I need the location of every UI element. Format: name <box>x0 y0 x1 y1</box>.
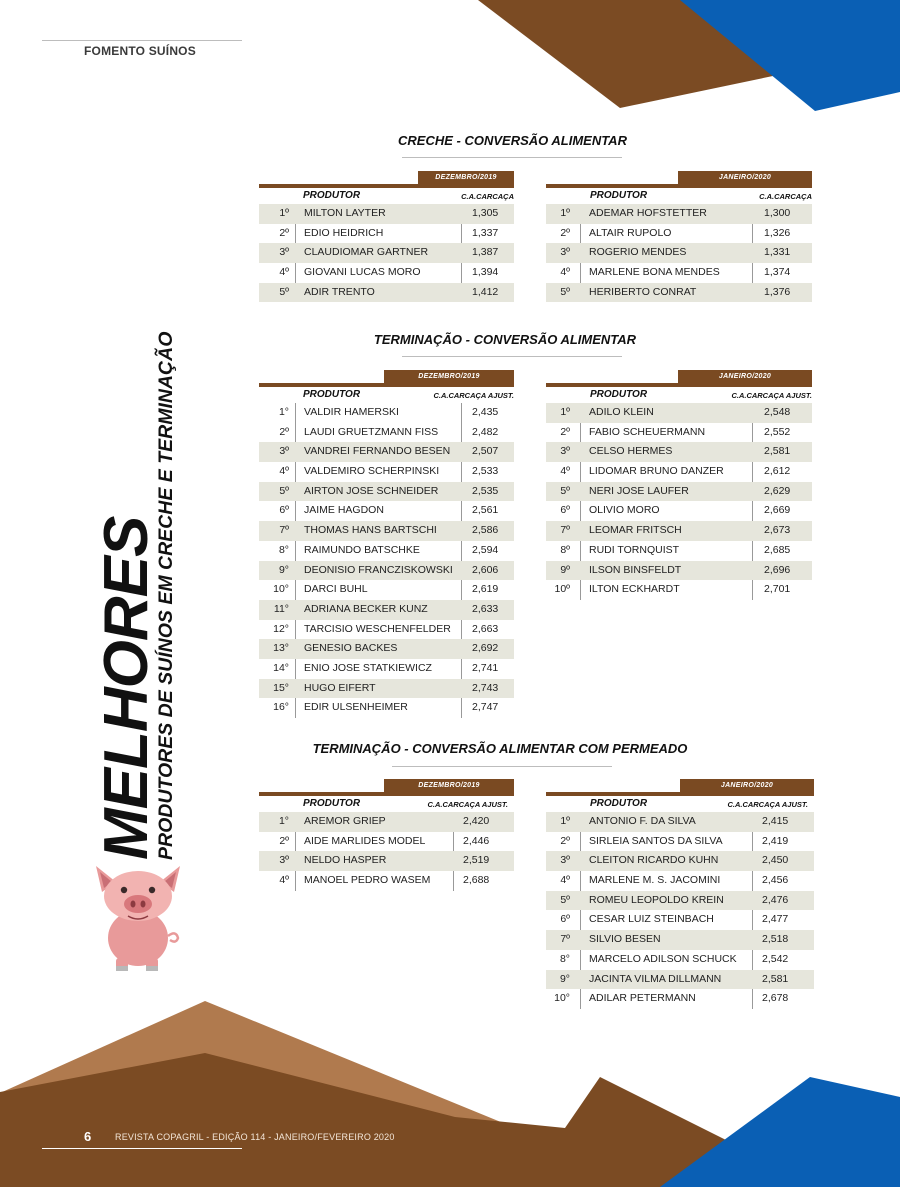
month-label: JANEIRO/2020 <box>678 171 812 184</box>
table-row: 4º VALDEMIRO SCHERPINSKI 2,533 <box>279 465 499 478</box>
terminacao-jan-table <box>546 370 812 600</box>
title-subtitle: PRODUTORES DE SUÍNOS EM CRECHE E TERMINAÇÃO <box>155 331 177 860</box>
month-label: DEZEMBRO/2019 <box>418 171 514 184</box>
table-row: 10° DARCI BUHL 2,619 <box>273 583 499 596</box>
permeado-jan-table <box>546 779 814 1009</box>
table-row: 3º ROGERIO MENDES 1,331 <box>546 243 812 263</box>
column-header-producer: PRODUTOR <box>590 389 648 400</box>
table-row: 7º THOMAS HANS BARTSCHI 2,586 <box>259 521 514 541</box>
creche-title-rule <box>402 157 622 158</box>
table-row: 1° VALDIR HAMERSKI 2,435 <box>278 406 499 418</box>
table-row: 10° ADILAR PETERMANN 2,678 <box>554 992 789 1005</box>
header-rule <box>42 40 242 41</box>
title-melhores: MELHORES <box>92 516 161 860</box>
footer-text: REVISTA COPAGRIL - EDIÇÃO 114 - JANEIRO/FEVEREIRO 2020 <box>115 1132 395 1142</box>
table-row: 16° EDIR ULSENHEIMER 2,747 <box>273 701 499 714</box>
table-row: 10º ILTON ECKHARDT 2,701 <box>554 583 791 596</box>
vertical-title <box>92 331 178 860</box>
table-row: 1º ADILO KLEIN 2,548 <box>546 403 812 423</box>
table-row: 1° AREMOR GRIEP 2,420 <box>259 812 514 832</box>
page-number: 6 <box>84 1129 92 1144</box>
table-row: 2º ALTAIR RUPOLO 1,326 <box>560 226 791 239</box>
table-row: 9° JACINTA VILMA DILLMANN 2,581 <box>546 970 814 990</box>
table-row: 2º FABIO SCHEUERMANN 2,552 <box>560 425 791 438</box>
table-row: 8° RAIMUNDO BATSCHKE 2,594 <box>278 543 499 556</box>
terminacao-title-rule <box>402 356 622 357</box>
table-row: 13° GENESIO BACKES 2,692 <box>259 639 514 659</box>
month-label: JANEIRO/2020 <box>678 370 812 383</box>
creche-dec-table <box>259 171 514 302</box>
column-header-value: C.A.CARCAÇA AJUST. <box>731 391 812 400</box>
table-row: 1º ANTONIO F. DA SILVA 2,415 <box>546 812 814 832</box>
table-row: 8° MARCELO ADILSON SCHUCK 2,542 <box>559 952 789 965</box>
terminacao-dec-table <box>259 370 514 718</box>
table-row: 11° ADRIANA BECKER KUNZ 2,633 <box>259 600 514 620</box>
column-header-producer: PRODUTOR <box>303 190 361 201</box>
table-row: 4º MARLENE M. S. JACOMINI 2,456 <box>560 874 789 887</box>
column-header-producer: PRODUTOR <box>590 190 648 201</box>
table-row: 3º CLAUDIOMAR GARTNER 1,387 <box>259 243 514 263</box>
table-row: 3º VANDREI FERNANDO BESEN 2,507 <box>259 442 514 462</box>
terminacao-title: TERMINAÇÃO - CONVERSÃO ALIMENTAR <box>373 332 637 347</box>
table-row: 3º NELDO HASPER 2,519 <box>259 851 514 871</box>
table-row: 5º AIRTON JOSE SCHNEIDER 2,535 <box>259 482 514 502</box>
permeado-title: TERMINAÇÃO - CONVERSÃO ALIMENTAR COM PERMEADO <box>312 741 688 756</box>
pig-illustration <box>90 862 190 974</box>
table-row: 6º OLIVIO MORO 2,669 <box>560 504 791 517</box>
table-row: 2º SIRLEIA SANTOS DA SILVA 2,419 <box>560 834 789 847</box>
column-header-value: C.A.CARCAÇA <box>461 192 514 201</box>
table-row: 7º LEOMAR FRITSCH 2,673 <box>546 521 812 541</box>
table-row: 2º LAUDI GRUETZMANN FISS 2,482 <box>279 425 499 438</box>
column-header-value: C.A.CARCAÇA AJUST. <box>727 800 808 809</box>
table-row: 9º ILSON BINSFELDT 2,696 <box>546 561 812 581</box>
table-row: 14° ENIO JOSE STATKIEWICZ 2,741 <box>273 661 499 674</box>
table-row: 5º ROMEU LEOPOLDO KREIN 2,476 <box>546 891 814 911</box>
column-header-producer: PRODUTOR <box>590 798 648 809</box>
table-row: 2º EDIO HEIDRICH 1,337 <box>279 226 499 239</box>
month-label: DEZEMBRO/2019 <box>384 779 514 792</box>
table-row: 5º ADIR TRENTO 1,412 <box>259 283 514 303</box>
table-row: 5º HERIBERTO CONRAT 1,376 <box>546 283 812 303</box>
table-row: 9° DEONISIO FRANCZISKOWSKI 2,606 <box>259 561 514 581</box>
creche-title: CRECHE - CONVERSÃO ALIMENTAR <box>398 133 627 148</box>
table-row: 8º RUDI TORNQUIST 2,685 <box>560 543 791 556</box>
month-label: DEZEMBRO/2019 <box>384 370 514 383</box>
table-row: 1º MILTON LAYTER 1,305 <box>259 204 514 224</box>
table-row: 4º MARLENE BONA MENDES 1,374 <box>560 266 791 279</box>
permeado-dec-table <box>259 779 514 891</box>
column-header-producer: PRODUTOR <box>303 798 361 809</box>
table-row: 5º NERI JOSE LAUFER 2,629 <box>546 482 812 502</box>
table-row: 15° HUGO EIFERT 2,743 <box>259 679 514 699</box>
permeado-title-rule <box>392 766 612 767</box>
table-row: 6º JAIME HAGDON 2,561 <box>279 504 499 517</box>
table-row: 1º ADEMAR HOFSTETTER 1,300 <box>546 204 812 224</box>
column-header-value: C.A.CARCAÇA AJUST. <box>427 800 508 809</box>
footer-rule <box>42 1148 242 1149</box>
table-row: 3º CLEITON RICARDO KUHN 2,450 <box>546 851 814 871</box>
column-header-producer: PRODUTOR <box>303 389 361 400</box>
table-row: 6º CESAR LUIZ STEINBACH 2,477 <box>560 913 789 926</box>
column-header-value: C.A.CARCAÇA <box>759 192 812 201</box>
column-header-value: C.A.CARCAÇA AJUST. <box>433 391 514 400</box>
table-row: 2º AIDE MARLIDES MODEL 2,446 <box>279 834 490 847</box>
creche-jan-table <box>546 171 812 302</box>
table-row: 4º LIDOMAR BRUNO DANZER 2,612 <box>560 465 791 478</box>
table-row: 12° TARCISIO WESCHENFELDER 2,663 <box>273 622 499 635</box>
month-label: JANEIRO/2020 <box>680 779 814 792</box>
table-row: 3º CELSO HERMES 2,581 <box>546 442 812 462</box>
table-row: 4º GIOVANI LUCAS MORO 1,394 <box>279 266 499 279</box>
table-row: 7º SILVIO BESEN 2,518 <box>546 930 814 950</box>
table-row: 4º MANOEL PEDRO WASEM 2,688 <box>279 874 490 887</box>
section-label: FOMENTO SUÍNOS <box>84 44 196 58</box>
